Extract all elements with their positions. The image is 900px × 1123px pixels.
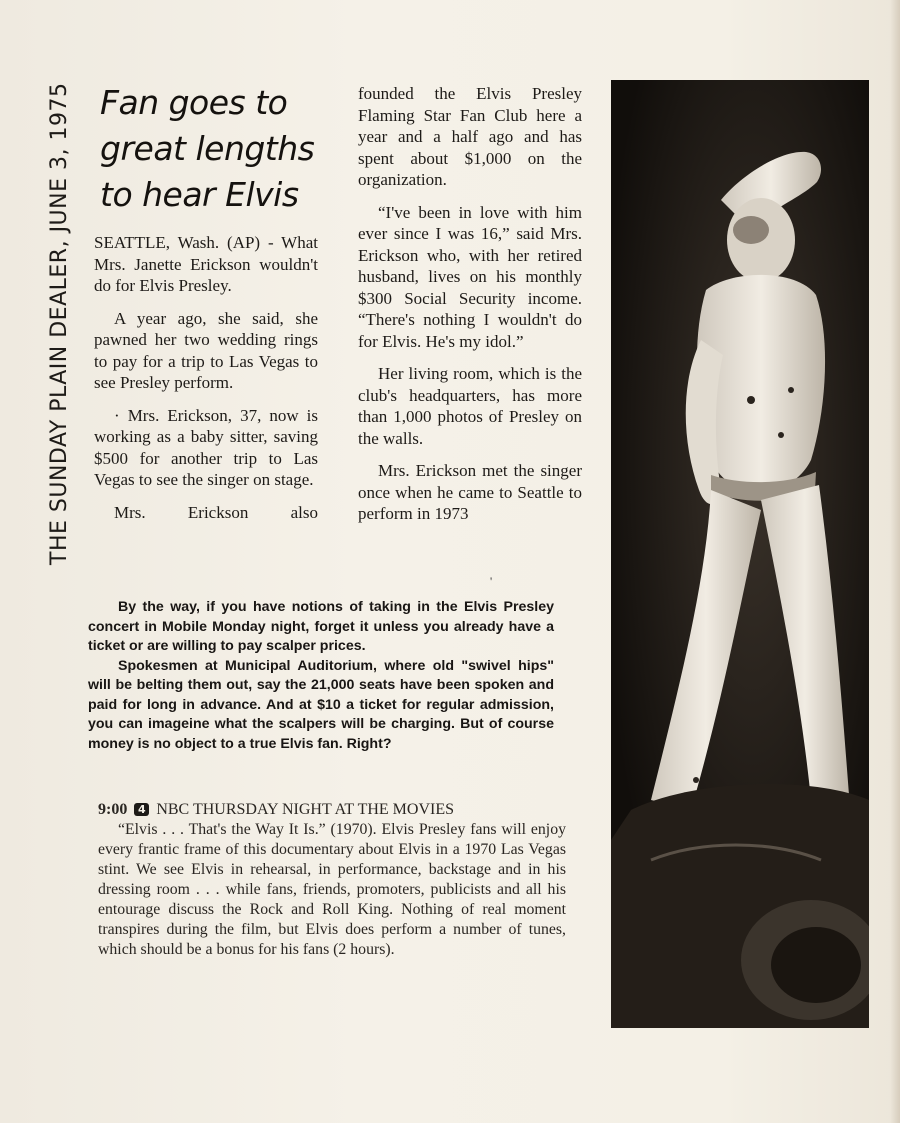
tv-time: 9:00: [98, 801, 128, 818]
article-paragraph: founded the Elvis Presley Flaming Star Fan Club here a year and a half ago and has spent about $1,000 on the organization.: [358, 84, 582, 189]
headline-line-2: great lengths: [100, 129, 315, 168]
tv-program-title: NBC THURSDAY NIGHT AT THE MOVIES: [156, 801, 454, 818]
tv-listing: [98, 800, 566, 960]
vertical-source-credit: THE SUNDAY PLAIN DEALER, JUNE 3, 1975: [47, 82, 72, 565]
article-paragraph: Mrs. Erickson met the singer once when he came to Seattle to perform in 1973: [358, 461, 582, 523]
article-paragraph: Mrs. Erickson also: [114, 502, 318, 522]
note-paragraph: Spokesmen at Municipal Auditorium, where old "swivel hips" will be belting them out, say the 21,000 seats have been spoken and paid for long in advance. And at $10 a ticket for regular admission, you can imageine what the scalpers will be charging. But of course money is no object to a true Elvis fan. Right?: [88, 657, 554, 752]
by-the-way-note: [88, 598, 554, 754]
page-edge-shadow: [890, 0, 900, 1123]
article-headline: [100, 80, 350, 218]
tv-listing-heading: [98, 800, 566, 820]
article-paragraph: A year ago, she said, she pawned her two wedding rings to pay for a trip to Las Vegas to see Presley perform.: [94, 308, 318, 392]
channel-badge: 4: [134, 803, 149, 816]
article-paragraph: · Mrs. Erickson, 37, now is working as a baby sitter, saving $500 for another trip to Las Vegas to see the singer on stage.: [94, 405, 318, 489]
article-paragraph: Her living room, which is the club's headquarters, has more than 1,000 photos of Presley on the walls.: [358, 364, 582, 448]
tv-listing-description: “Elvis . . . That's the Way It Is.” (1970). Elvis Presley fans will enjoy every frantic frame of this documentary about Elvis in a 1970 Las Vegas stint. We see Elvis in rehearsal, in performance, backstage and in his dressing room . . . while fans, friends, promoters, publicists and all his entourage discuss the Rock and Roll King. Nothing of real moment transpires during the film, but Elvis does perform a number of tunes, which should be a bonus for his fans (2 hours).: [98, 821, 566, 958]
performer-silhouette-image: [611, 80, 869, 1028]
article-paragraph: SEATTLE, Wash. (AP) - What Mrs. Janette Erickson wouldn't do for Elvis Presley.: [94, 233, 318, 295]
article-paragraph: “I've been in love with him ever since I was 16,” said Mrs. Erickson who, with her retired husband, lives on his monthly $300 Social Security income. “There's nothing I wouldn't do for Elvis. He's my idol.”: [358, 202, 582, 351]
headline-line-3: to hear Elvis: [100, 175, 299, 214]
elvis-performance-photo: [611, 80, 869, 1028]
print-tick-mark: ': [490, 574, 493, 588]
article-column-left: [94, 232, 318, 534]
note-paragraph: By the way, if you have notions of taking in the Elvis Presley concert in Mobile Monday night, forget it unless you already have a ticket or are willing to pay scalper prices.: [88, 599, 554, 654]
headline-line-1: Fan goes to: [100, 83, 288, 122]
article-column-right: [358, 83, 582, 578]
